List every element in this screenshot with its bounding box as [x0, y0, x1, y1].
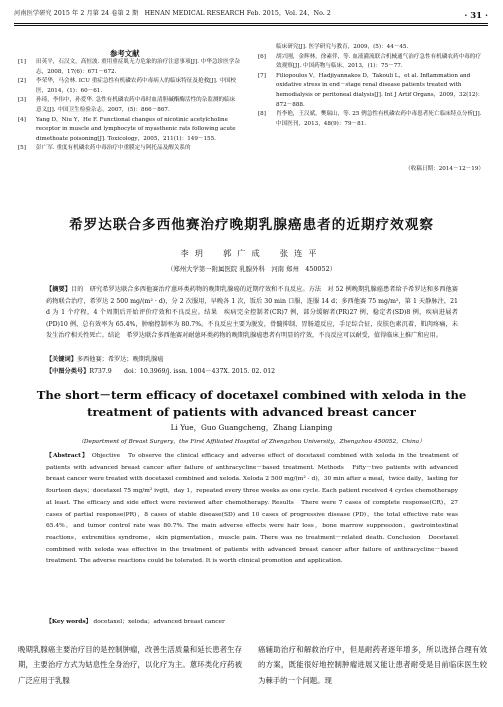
reference-text: 孙琦，李伟中，孙爱华. 急性有机磷农药中毒时血清胆碱酯酶活性的杂监测的临床意义[J]. 中国卫生检验杂志，2007，(5)：866－867. — [36, 97, 236, 113]
references-title: 参考文献 — [110, 49, 140, 58]
reference-text: 临床研究[J]. 医学研究与教育，2009，(5)：44－45. — [276, 44, 409, 50]
classification-label: 【中图分类号】 — [46, 368, 90, 375]
abstract-text-cn: 目的 研究希罗达联合多西他赛治疗蒽环类药物的晚期乳腺癌的近期疗效和不良反应。方法 对 52 例晚期乳腺癌患者给予希罗达和多西他赛药物联合治疗，希罗达 2 500 mg/(m² · d)，分 2 次服用，早晚各 1 次，饭后 30 min 口服，连服 14 d；多西他赛 75 mg/m²，第 1 天静脉注，21 d 为 1 个疗程，4 个周期后开始评价疗效和不良反应。结果 疾病完全控制者(CR)7 例，部分缓解者(PR)27 例，稳定者(SD)8 例，疾病进展者(PD)10 例，总有效率为 65.4%，肿瘤控制率为 80.7%。不良反应主要为脱发，骨髓抑制，胃肠道反应，手足综合征，皮肤色素沉着，肌肉疼痛，未发生治疗相关性死亡。结论 希罗达联合多西他赛对耐蒽环类药物的晚期乳腺癌患者有明显的疗效，不良反应可以耐受，值得临床上推广和应用。 — [46, 286, 458, 340]
classification-cn — [46, 366, 458, 375]
header-rule-thin — [14, 25, 488, 26]
body-text-right: 癌辅助治疗和解救治疗中，但是耐药者逐年增多，所以选择合理有效的方案，既能很好地控制肿瘤进展又能让患者耐受是目前临床医生较为棘手的一个问题。现 — [258, 645, 487, 685]
keywords-cn — [46, 354, 458, 363]
reference-number: [3] — [18, 97, 26, 104]
classification-value: R737.9 doi：10.3969/j. issn. 1004－437X. 2015. 02. 012 — [89, 368, 276, 375]
reference-number: [7] — [258, 72, 266, 79]
reference-number: [6] — [258, 53, 266, 60]
reference-item — [258, 53, 486, 72]
article-title-en-line1: The short－term efficacy of docetaxel combined with xeloda in the — [36, 388, 467, 402]
affiliation-en: （Department of Breast Surgery，the First Affiliated Hospital of Zhengzhou University，Zhengzhou 450052，China） — [78, 439, 425, 445]
body-text-left: 晚期乳腺癌主要治疗目的是控制肿瘤，改善生活质量和延长患者生存期，主要治疗方式为姑息性全身治疗，以化疗为主。蒽环类化疗药被广泛应用于乳腺 — [18, 645, 242, 685]
running-header: 河南医学研究 2015 年 2 月第 24 卷第 2 期 HENAN MEDICAL RESEARCH Feb. 2015，Vol. 24，No. 2 — [14, 10, 331, 17]
article-title-en-line2: treatment of patients with advanced breast cancer — [87, 405, 416, 419]
reference-text: Filiopoulos V，Hadjiyannakos D，Takouli L，et al. Inflammation and oxidative stress in end－stage renal disease patients treated with hemodialysis or peritoneal dialysis[J]. Int J Artif Organs，2009，32(12)：872－888. — [276, 72, 484, 108]
reference-item — [18, 77, 240, 96]
reference-number: [8] — [258, 111, 266, 118]
keywords-text-cn: 多西他赛；希罗达；晚期乳腺癌 — [76, 356, 164, 363]
keywords-text-en: docetaxel；xeloda；advanced breast cancer — [93, 619, 225, 625]
reference-text: 彭广军. 重度有机磷农药中毒治疗中重膜定与阿托品及醒关系的 — [36, 145, 191, 152]
article-title-en — [0, 387, 503, 421]
reference-text: 李荣华，马会林. ICU 重症急性有机磷农药中毒病人的临床特征及抢救[J]. 中国校医，2014，(1)：60－61. — [36, 78, 237, 94]
reference-item — [258, 43, 486, 53]
page-number: · 31 · — [464, 11, 488, 21]
received-date: （收稿日期：2014－12－19） — [405, 166, 484, 172]
abstract-cn — [46, 284, 458, 342]
abstract-label-en: 【Abstract】 — [46, 452, 89, 459]
abstract-text-en: Objective To observe the clinical efficacy and adverse effect of docetaxel combined with xeloda in the treatment of patients with advanced breast cancer after failure of anthracycline－based treatment. Methods Fifty－two patients with advanced breast cancer were treated with docetaxel combined and xeloda. Xeloda 2 500 mg/(m² · d)，30 min after a meal，twice daily，lasting for fourteen days；docetaxel 75 mg/m² ivgtt，day 1，repeated every three weeks as one cycle. Each patient received 4 cycles chemotherapy at least. The efficacy and side effect were reviewed after chemotherapy. Results There were 7 cases of complete response(CR)，27 cases of partial response(PR)，8 cases of stable disease(SD) and 10 cases of progressive disease (PD)，the total effective rate was 65.4%，and tumor control rate was 80.7%. The main adverse effects were hair loss，bone marrow suppression，gastrointestinal reactions，extremities syndrome，skin pigmentation，muscle pain. There was no treatment－related death. Conclusion Docetaxel combined with xeloda was effective in the treatment of patients with advanced breast cancer after failure of anthracycline－based treatment. The adverse reactions could be tolerated. It is worth clinical promotion and application. — [46, 453, 458, 565]
references-right-column — [258, 43, 486, 129]
reference-number: [1] — [18, 59, 26, 65]
reference-number: [5] — [18, 145, 26, 152]
reference-number — [258, 43, 276, 53]
reference-number: [4] — [18, 116, 26, 123]
reference-item — [18, 58, 240, 77]
reference-text: 田英平，石汉文，高恒波. 重用重症肌无力危象的治疗注意事项[J]. 中华急诊医学杂志，2008，17(6)：671－672. — [36, 59, 240, 75]
reference-item — [18, 144, 240, 154]
references-left-column — [18, 58, 240, 154]
reference-item — [258, 72, 486, 110]
article-title-cn: 希罗达联合多西他赛治疗晚期乳腺癌患者的近期疗效观察 — [69, 217, 434, 233]
authors-en: Li Yue，Guo Guangcheng，Zhang Lianping — [170, 423, 333, 432]
reference-text: 胡兴刚，金辉林，徐素伴，等. 血液灌流联合机械通气治疗急性有机磷农药中毒的疗效观察[J]. 中国药物与临床，2013，(1)：75－77. — [276, 53, 481, 70]
abstract-label-cn: 【摘要】 — [46, 286, 72, 293]
keywords-label-cn: 【关键词】 — [46, 356, 77, 363]
keywords-en — [46, 616, 458, 625]
reference-item — [258, 110, 486, 129]
abstract-en — [46, 450, 458, 568]
reference-item — [18, 116, 240, 145]
header-rule — [14, 23, 488, 24]
keywords-label-en: 【Key words】 — [46, 618, 92, 625]
reference-item — [18, 96, 240, 115]
affiliation-cn: （郑州大学第一附属医院 乳腺外科 河南 郑州 450052） — [166, 265, 337, 273]
authors-cn: 李玥 郭广成 张连平 — [180, 248, 323, 258]
reference-text: Yang D，Niu Y，He F. Functional changes of nicotinic acetylcholine receptor in muscle and lymphocyte of myasthenic rats following acute dimethoate poisoning[J]. Toxicology，2005，211(1)：149－155. — [36, 116, 236, 142]
reference-text: 肖李艳，王汉斌，樊瑞山，等. 25 例急性有机磷农药中毒患者死亡临床特点分析[J]. 中国医刊，2013，48(9)：79－81. — [276, 111, 482, 127]
reference-number: [2] — [18, 78, 26, 85]
